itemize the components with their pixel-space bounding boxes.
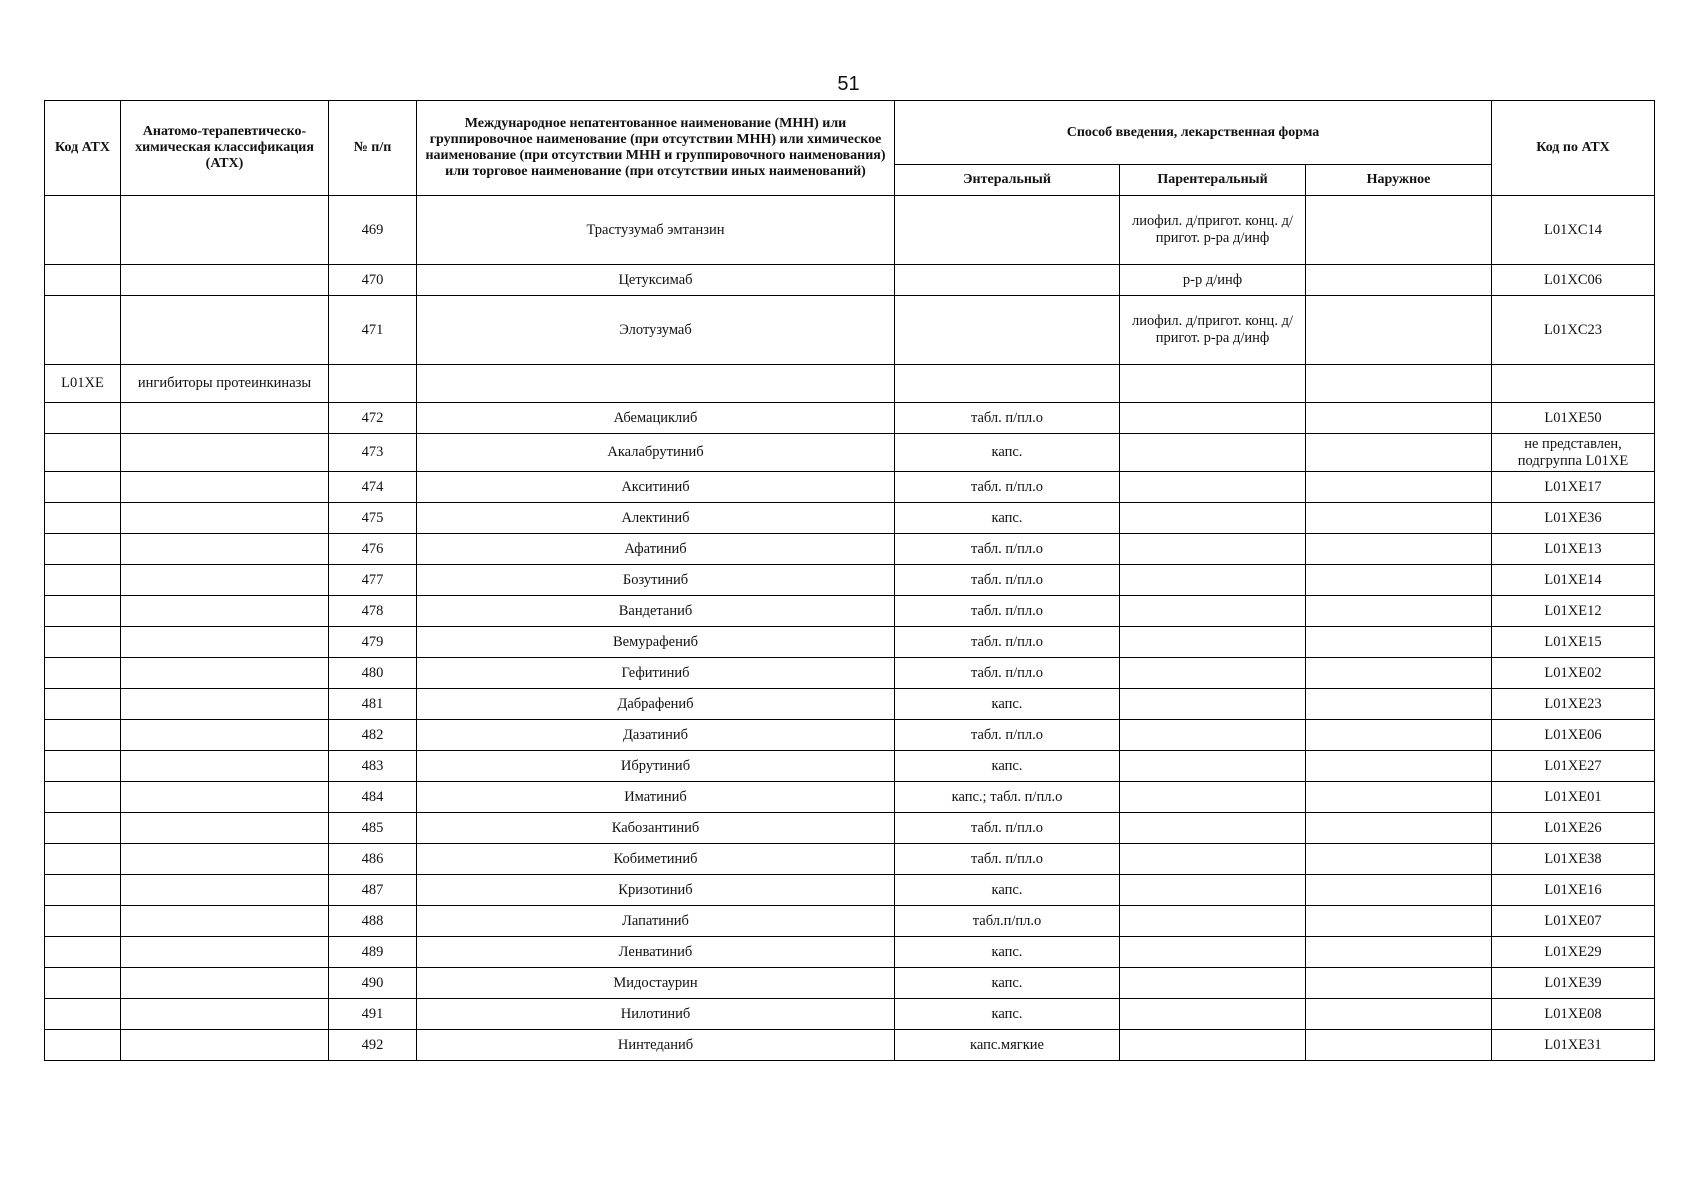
cell-atc-code bbox=[45, 999, 121, 1030]
table-row bbox=[45, 782, 1655, 813]
cell-atc-ref: L01XE29 bbox=[1492, 937, 1655, 968]
cell-parenteral bbox=[1120, 937, 1306, 968]
cell-num: 487 bbox=[329, 875, 417, 906]
cell-parenteral bbox=[1120, 472, 1306, 503]
cell-atc-ref: L01XE39 bbox=[1492, 968, 1655, 999]
cell-atc-ref bbox=[1492, 365, 1655, 403]
header-atc-code: Код АТХ bbox=[45, 101, 121, 196]
cell-enteral: табл. п/пл.о bbox=[895, 627, 1120, 658]
table-row bbox=[45, 296, 1655, 365]
cell-atc-class bbox=[121, 782, 329, 813]
table-row bbox=[45, 720, 1655, 751]
table-row bbox=[45, 968, 1655, 999]
cell-atc-class bbox=[121, 1030, 329, 1061]
cell-parenteral bbox=[1120, 534, 1306, 565]
cell-enteral: табл. п/пл.о bbox=[895, 720, 1120, 751]
cell-enteral: капс. bbox=[895, 503, 1120, 534]
cell-topical bbox=[1306, 689, 1492, 720]
cell-atc-code bbox=[45, 720, 121, 751]
cell-enteral: капс. bbox=[895, 434, 1120, 472]
cell-num: 471 bbox=[329, 296, 417, 365]
cell-atc-code bbox=[45, 968, 121, 999]
table-row bbox=[45, 689, 1655, 720]
cell-atc-ref: L01XE17 bbox=[1492, 472, 1655, 503]
cell-enteral: капс. bbox=[895, 751, 1120, 782]
table-row bbox=[45, 265, 1655, 296]
cell-atc-class bbox=[121, 596, 329, 627]
cell-num: 469 bbox=[329, 196, 417, 265]
cell-drug-name: Дабрафениб bbox=[417, 689, 895, 720]
cell-parenteral bbox=[1120, 782, 1306, 813]
cell-drug-name: Элотузумаб bbox=[417, 296, 895, 365]
cell-atc-ref: не представлен, подгруппа L01XE bbox=[1492, 434, 1655, 472]
cell-topical bbox=[1306, 534, 1492, 565]
cell-atc-code bbox=[45, 596, 121, 627]
cell-enteral: табл. п/пл.о bbox=[895, 658, 1120, 689]
table-row bbox=[45, 999, 1655, 1030]
cell-atc-code bbox=[45, 565, 121, 596]
cell-atc-code bbox=[45, 906, 121, 937]
cell-drug-name: Нилотиниб bbox=[417, 999, 895, 1030]
cell-atc-code bbox=[45, 658, 121, 689]
cell-atc-ref: L01XE12 bbox=[1492, 596, 1655, 627]
cell-atc-ref: L01XE27 bbox=[1492, 751, 1655, 782]
table-row bbox=[45, 403, 1655, 434]
cell-enteral: капс. bbox=[895, 875, 1120, 906]
header-atc-ref: Код по АТХ bbox=[1492, 101, 1655, 196]
cell-enteral: табл. п/пл.о bbox=[895, 403, 1120, 434]
page-number: 51 bbox=[837, 73, 860, 95]
cell-enteral: табл.п/пл.о bbox=[895, 906, 1120, 937]
table-row bbox=[45, 472, 1655, 503]
table-row bbox=[45, 565, 1655, 596]
cell-atc-class bbox=[121, 906, 329, 937]
cell-atc-ref: L01XE31 bbox=[1492, 1030, 1655, 1061]
table-row bbox=[45, 534, 1655, 565]
cell-drug-name: Ибрутиниб bbox=[417, 751, 895, 782]
cell-num: 491 bbox=[329, 999, 417, 1030]
cell-atc-class bbox=[121, 472, 329, 503]
cell-atc-code bbox=[45, 1030, 121, 1061]
table-row bbox=[45, 434, 1655, 472]
cell-atc-class bbox=[121, 937, 329, 968]
cell-atc-code bbox=[45, 265, 121, 296]
header-parenteral: Парентеральный bbox=[1120, 165, 1306, 196]
cell-atc-class bbox=[121, 403, 329, 434]
table-row bbox=[45, 875, 1655, 906]
cell-atc-class bbox=[121, 813, 329, 844]
cell-drug-name: Вандетаниб bbox=[417, 596, 895, 627]
cell-topical bbox=[1306, 434, 1492, 472]
cell-topical bbox=[1306, 596, 1492, 627]
cell-atc-ref: L01XE02 bbox=[1492, 658, 1655, 689]
cell-atc-ref: L01XE16 bbox=[1492, 875, 1655, 906]
cell-num: 479 bbox=[329, 627, 417, 658]
cell-enteral: капс.; табл. п/пл.о bbox=[895, 782, 1120, 813]
cell-parenteral bbox=[1120, 875, 1306, 906]
table-row bbox=[45, 1030, 1655, 1061]
cell-num: 472 bbox=[329, 403, 417, 434]
cell-atc-code bbox=[45, 403, 121, 434]
cell-drug-name: Дазатиниб bbox=[417, 720, 895, 751]
cell-atc-ref: L01XE06 bbox=[1492, 720, 1655, 751]
cell-drug-name: Афатиниб bbox=[417, 534, 895, 565]
cell-atc-class bbox=[121, 434, 329, 472]
cell-parenteral bbox=[1120, 503, 1306, 534]
cell-topical bbox=[1306, 875, 1492, 906]
cell-atc-class bbox=[121, 627, 329, 658]
cell-topical bbox=[1306, 658, 1492, 689]
cell-parenteral bbox=[1120, 434, 1306, 472]
cell-drug-name: Мидостаурин bbox=[417, 968, 895, 999]
cell-atc-ref: L01XC23 bbox=[1492, 296, 1655, 365]
cell-atc-class bbox=[121, 265, 329, 296]
cell-atc-code bbox=[45, 689, 121, 720]
cell-atc-code bbox=[45, 534, 121, 565]
cell-num: 470 bbox=[329, 265, 417, 296]
cell-atc-ref: L01XE26 bbox=[1492, 813, 1655, 844]
cell-atc-ref: L01XC06 bbox=[1492, 265, 1655, 296]
table-row bbox=[45, 937, 1655, 968]
cell-enteral bbox=[895, 365, 1120, 403]
cell-topical bbox=[1306, 906, 1492, 937]
cell-topical bbox=[1306, 999, 1492, 1030]
cell-atc-code bbox=[45, 751, 121, 782]
cell-drug-name: Кризотиниб bbox=[417, 875, 895, 906]
cell-topical bbox=[1306, 937, 1492, 968]
cell-atc-ref: L01XE08 bbox=[1492, 999, 1655, 1030]
cell-num: 473 bbox=[329, 434, 417, 472]
cell-topical bbox=[1306, 565, 1492, 596]
cell-drug-name: Лапатиниб bbox=[417, 906, 895, 937]
cell-topical bbox=[1306, 813, 1492, 844]
cell-topical bbox=[1306, 627, 1492, 658]
cell-atc-code bbox=[45, 296, 121, 365]
cell-topical bbox=[1306, 968, 1492, 999]
header-topical: Наружное bbox=[1306, 165, 1492, 196]
cell-num: 478 bbox=[329, 596, 417, 627]
cell-enteral: табл. п/пл.о bbox=[895, 565, 1120, 596]
header-route: Способ введения, лекарственная форма bbox=[895, 101, 1492, 165]
cell-num: 476 bbox=[329, 534, 417, 565]
cell-num: 483 bbox=[329, 751, 417, 782]
cell-drug-name bbox=[417, 365, 895, 403]
cell-atc-class bbox=[121, 296, 329, 365]
cell-drug-name: Акситиниб bbox=[417, 472, 895, 503]
cell-atc-class bbox=[121, 689, 329, 720]
cell-num: 482 bbox=[329, 720, 417, 751]
cell-atc-ref: L01XE01 bbox=[1492, 782, 1655, 813]
cell-atc-class bbox=[121, 565, 329, 596]
cell-atc-ref: L01XC14 bbox=[1492, 196, 1655, 265]
cell-topical bbox=[1306, 751, 1492, 782]
cell-parenteral bbox=[1120, 627, 1306, 658]
cell-drug-name: Алектиниб bbox=[417, 503, 895, 534]
cell-num: 489 bbox=[329, 937, 417, 968]
group-row bbox=[45, 365, 1655, 403]
cell-drug-name: Цетуксимаб bbox=[417, 265, 895, 296]
cell-num bbox=[329, 365, 417, 403]
cell-num: 484 bbox=[329, 782, 417, 813]
table-row bbox=[45, 196, 1655, 265]
cell-atc-class: ингибиторы протеинкиназы bbox=[121, 365, 329, 403]
cell-topical bbox=[1306, 503, 1492, 534]
cell-drug-name: Бозутиниб bbox=[417, 565, 895, 596]
cell-enteral: капс. bbox=[895, 937, 1120, 968]
cell-enteral: табл. п/пл.о bbox=[895, 534, 1120, 565]
cell-enteral bbox=[895, 296, 1120, 365]
cell-num: 480 bbox=[329, 658, 417, 689]
cell-atc-class bbox=[121, 658, 329, 689]
cell-atc-code bbox=[45, 472, 121, 503]
table-body bbox=[45, 196, 1655, 1061]
cell-num: 492 bbox=[329, 1030, 417, 1061]
cell-drug-name: Кобиметиниб bbox=[417, 844, 895, 875]
cell-parenteral bbox=[1120, 751, 1306, 782]
cell-parenteral bbox=[1120, 906, 1306, 937]
cell-drug-name: Ленватиниб bbox=[417, 937, 895, 968]
cell-parenteral: р-р д/инф bbox=[1120, 265, 1306, 296]
cell-parenteral bbox=[1120, 689, 1306, 720]
cell-topical bbox=[1306, 403, 1492, 434]
cell-atc-code bbox=[45, 627, 121, 658]
header-inn: Международное непатентованное наименование (МНН) или группировочное наименование (при отсутствии МНН) или химическое наименование (при отсутствии МНН и группировочного наименования) или торговое наименование (при отсутствии иных наименований) bbox=[417, 101, 895, 196]
cell-atc-ref: L01XE07 bbox=[1492, 906, 1655, 937]
cell-atc-class bbox=[121, 503, 329, 534]
cell-drug-name: Трастузумаб эмтанзин bbox=[417, 196, 895, 265]
cell-atc-code: L01XE bbox=[45, 365, 121, 403]
cell-topical bbox=[1306, 782, 1492, 813]
cell-atc-code bbox=[45, 503, 121, 534]
cell-topical bbox=[1306, 296, 1492, 365]
cell-atc-code bbox=[45, 813, 121, 844]
cell-atc-ref: L01XE38 bbox=[1492, 844, 1655, 875]
cell-parenteral bbox=[1120, 596, 1306, 627]
cell-drug-name: Нинтеданиб bbox=[417, 1030, 895, 1061]
cell-num: 490 bbox=[329, 968, 417, 999]
cell-parenteral bbox=[1120, 844, 1306, 875]
cell-topical bbox=[1306, 1030, 1492, 1061]
cell-drug-name: Абемациклиб bbox=[417, 403, 895, 434]
cell-atc-class bbox=[121, 875, 329, 906]
cell-parenteral bbox=[1120, 813, 1306, 844]
cell-atc-code bbox=[45, 782, 121, 813]
cell-enteral: капс.мягкие bbox=[895, 1030, 1120, 1061]
cell-parenteral bbox=[1120, 968, 1306, 999]
cell-drug-name: Акалабрутиниб bbox=[417, 434, 895, 472]
cell-parenteral bbox=[1120, 565, 1306, 596]
table-row bbox=[45, 906, 1655, 937]
cell-atc-class bbox=[121, 751, 329, 782]
cell-parenteral bbox=[1120, 720, 1306, 751]
cell-atc-ref: L01XE14 bbox=[1492, 565, 1655, 596]
cell-topical bbox=[1306, 365, 1492, 403]
cell-enteral: капс. bbox=[895, 689, 1120, 720]
cell-atc-ref: L01XE36 bbox=[1492, 503, 1655, 534]
cell-enteral: табл. п/пл.о bbox=[895, 596, 1120, 627]
drug-table bbox=[44, 100, 1655, 1061]
cell-topical bbox=[1306, 720, 1492, 751]
cell-num: 486 bbox=[329, 844, 417, 875]
cell-parenteral bbox=[1120, 658, 1306, 689]
cell-atc-code bbox=[45, 937, 121, 968]
cell-parenteral bbox=[1120, 1030, 1306, 1061]
cell-parenteral bbox=[1120, 365, 1306, 403]
cell-topical bbox=[1306, 265, 1492, 296]
cell-parenteral bbox=[1120, 999, 1306, 1030]
cell-parenteral: лиофил. д/пригот. конц. д/пригот. р-ра д/инф bbox=[1120, 296, 1306, 365]
header-enteral: Энтеральный bbox=[895, 165, 1120, 196]
cell-atc-class bbox=[121, 968, 329, 999]
table-row bbox=[45, 844, 1655, 875]
table-row bbox=[45, 627, 1655, 658]
cell-enteral: капс. bbox=[895, 968, 1120, 999]
cell-num: 485 bbox=[329, 813, 417, 844]
cell-topical bbox=[1306, 472, 1492, 503]
cell-drug-name: Иматиниб bbox=[417, 782, 895, 813]
table-row bbox=[45, 596, 1655, 627]
cell-atc-code bbox=[45, 875, 121, 906]
cell-drug-name: Гефитиниб bbox=[417, 658, 895, 689]
cell-atc-code bbox=[45, 844, 121, 875]
cell-num: 474 bbox=[329, 472, 417, 503]
cell-enteral: табл. п/пл.о bbox=[895, 844, 1120, 875]
cell-parenteral: лиофил. д/пригот. конц. д/пригот. р-ра д/инф bbox=[1120, 196, 1306, 265]
cell-enteral bbox=[895, 196, 1120, 265]
table-header bbox=[45, 101, 1655, 196]
cell-topical bbox=[1306, 196, 1492, 265]
cell-atc-ref: L01XE23 bbox=[1492, 689, 1655, 720]
cell-atc-class bbox=[121, 999, 329, 1030]
header-atc-class: Анатомо-терапевтическо-химическая классификация (АТХ) bbox=[121, 101, 329, 196]
cell-enteral: табл. п/пл.о bbox=[895, 472, 1120, 503]
cell-num: 477 bbox=[329, 565, 417, 596]
cell-parenteral bbox=[1120, 403, 1306, 434]
table-row bbox=[45, 813, 1655, 844]
cell-enteral: табл. п/пл.о bbox=[895, 813, 1120, 844]
cell-atc-class bbox=[121, 720, 329, 751]
cell-drug-name: Кабозантиниб bbox=[417, 813, 895, 844]
cell-topical bbox=[1306, 844, 1492, 875]
cell-enteral: капс. bbox=[895, 999, 1120, 1030]
cell-atc-code bbox=[45, 196, 121, 265]
cell-num: 488 bbox=[329, 906, 417, 937]
cell-atc-code bbox=[45, 434, 121, 472]
cell-atc-ref: L01XE15 bbox=[1492, 627, 1655, 658]
cell-atc-class bbox=[121, 534, 329, 565]
cell-atc-class bbox=[121, 844, 329, 875]
table-row bbox=[45, 751, 1655, 782]
header-num: № п/п bbox=[329, 101, 417, 196]
cell-num: 481 bbox=[329, 689, 417, 720]
cell-enteral bbox=[895, 265, 1120, 296]
cell-atc-ref: L01XE13 bbox=[1492, 534, 1655, 565]
cell-drug-name: Вемурафениб bbox=[417, 627, 895, 658]
cell-atc-class bbox=[121, 196, 329, 265]
table-row bbox=[45, 658, 1655, 689]
cell-atc-ref: L01XE50 bbox=[1492, 403, 1655, 434]
cell-num: 475 bbox=[329, 503, 417, 534]
table-row bbox=[45, 503, 1655, 534]
